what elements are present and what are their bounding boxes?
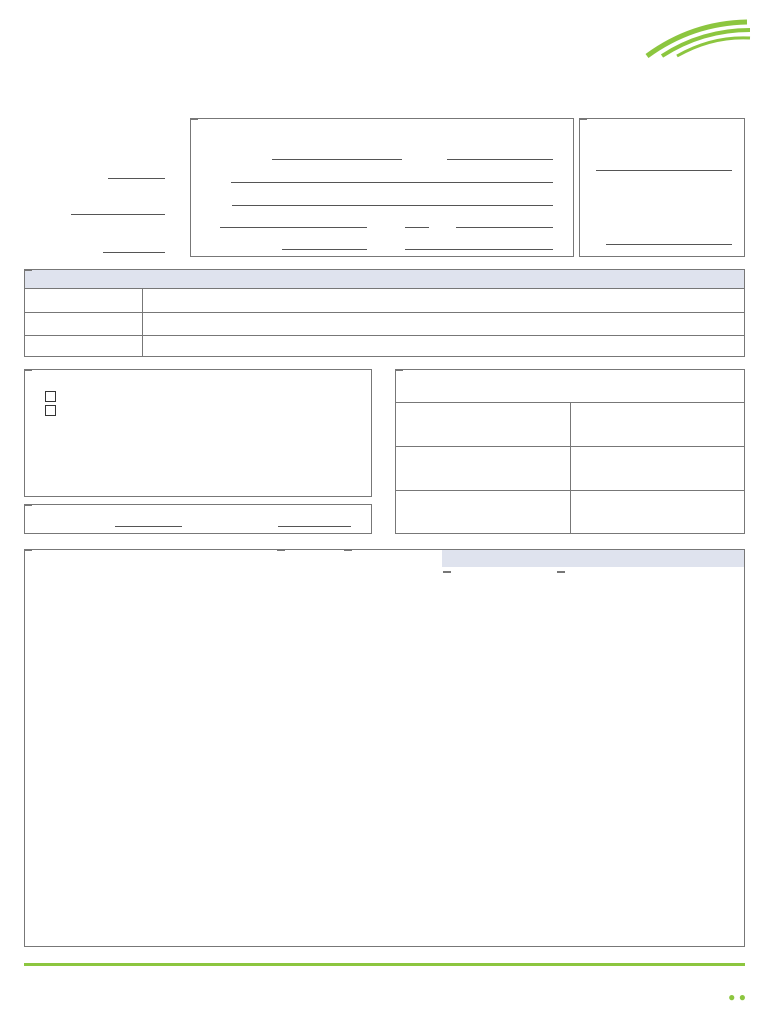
footer-rule [24, 963, 745, 966]
fertilizer-header-bg [442, 550, 744, 567]
copyright [24, 994, 32, 1000]
col-11-number [277, 549, 285, 551]
col-13b-number [557, 571, 565, 573]
col-12-number [344, 549, 352, 551]
footer-contacts: ● ● [728, 990, 746, 1004]
col-6-number [24, 549, 32, 551]
col-13a-number [443, 571, 451, 573]
